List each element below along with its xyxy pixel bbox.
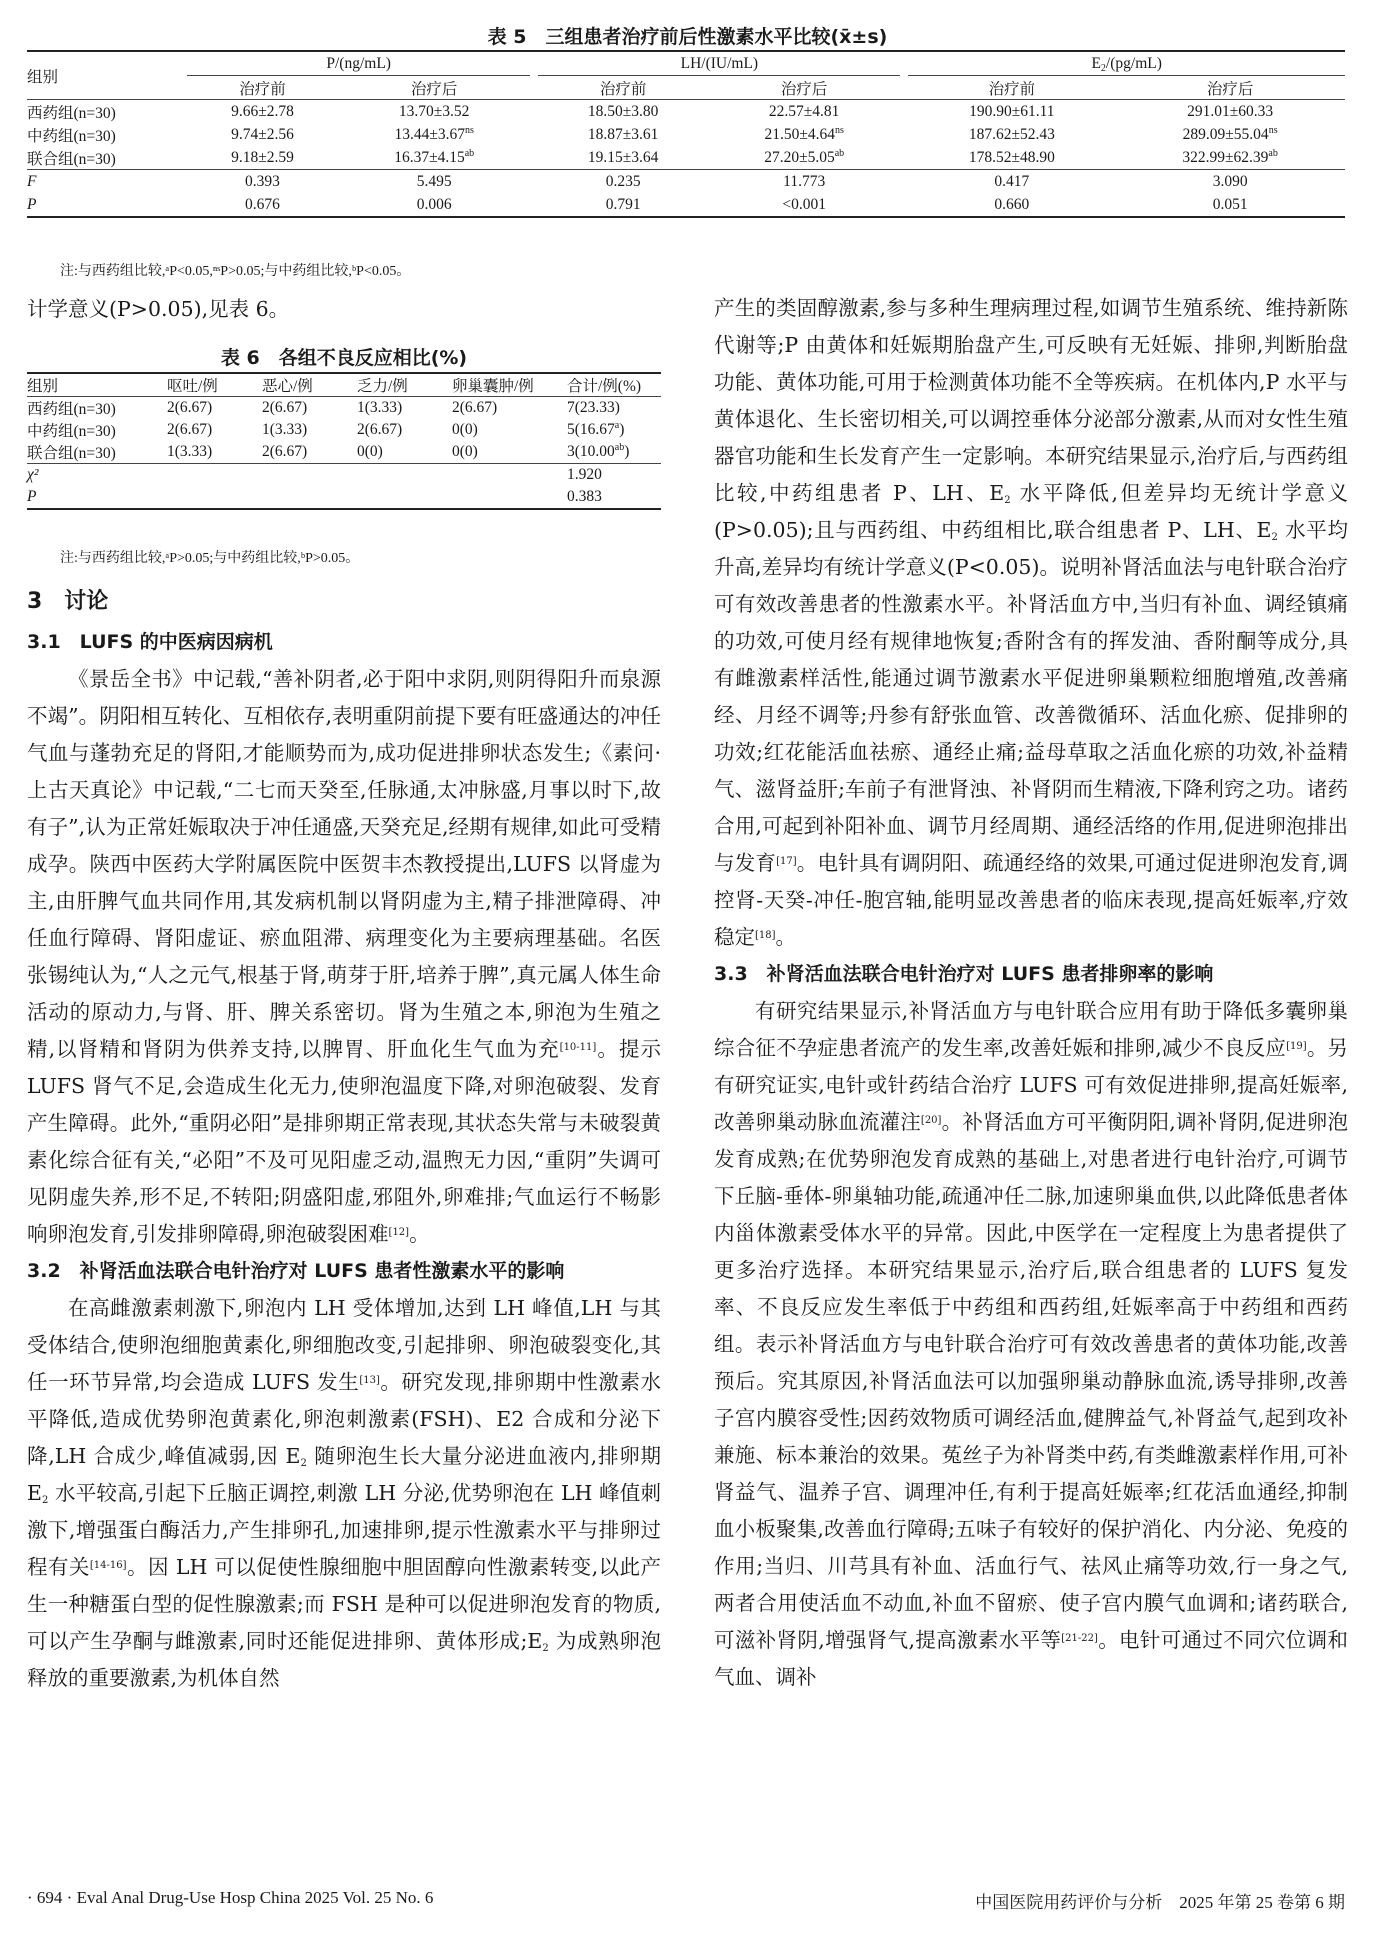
citation: [21-22] [1061, 1633, 1098, 1644]
stat-value: 0.235 [605, 172, 641, 190]
subheader: 治疗后 [1206, 80, 1254, 98]
stat-value: 0.791 [605, 195, 641, 213]
stat-value: 5.495 [416, 172, 452, 190]
table5-cell: 19.15±3.64 [587, 148, 659, 166]
section-3-1-paragraph: 《景岳全书》中记载,“善补阴者,必于阳中求阴,则阴得阳升而泉源不竭”。阴阳相互转化、互相依存,表明重阴前提下要有旺盛通达的冲任气血与蓬勃充足的肾阳,才能顺势而为,成功促进排卵状态发生;《素问·上古天真论》中记载,“二七而天癸至,任脉通,太冲脉盛,月事以时下,故有子”,认为正常妊娠取决于冲任通盛,天癸充足,经期有规律,如此可受精成孕。陕西中医药大学附属医院中医贺丰杰教授提出,LUFS 以肾虚为主,由肝脾气血共同作用,其发病机制以肾阴虚为主,精子排泄障碍、冲任血行障碍、肾阳虚证、瘀血阻滞、病理变化为主要病理基础。名医张锡纯认为,“人之元气,根基于肾,萌芽于肝,培养于脾”,真元属人体生命活动的原动力,与肾、肝、脾关系密切。肾为生殖之本,卵泡为生殖之精,以肾精和肾阴为供养支持,以脾胃、肝血化生气血为充[10-11]。提示 LUFS 肾气不足,会造成生化无力,使卵泡温度下降,对卵泡破裂、发育产生障碍。此外,“重阴必阳”是排卵期正常表现,其状态失常与未破裂黄素化综合征有关,“必阳”不及可见阳虚乏动,温煦无力因,“重阴”失调可见阴虚失养,形不足,不转阳;阴盛阳虚,邪阻外,卵难排;气血运行不畅影响卵泡发育,引发排卵障碍,卵泡破裂困难[12]。 [27, 667, 662, 1246]
table5-stat-row [27, 193, 1345, 217]
p-label: P [27, 488, 37, 505]
section-3-2-continued: 产生的类固醇激素,参与多种生理病理过程,如调节生殖系统、维持新陈代谢等;P 由黄体和妊娠期胎盘产生,可反映有无妊娠、排卵,判断胎盘功能、黄体功能,可用于检测黄体功能不全等疾病。在机体内,P 水平与黄体退化、生长密切相关,可以调控垂体分泌部分激素,从而对女性生殖器官功能和生长发育产生一定影响。本研究结果显示,治疗后,与西药组比较,中药组患者 P、LH、$E_2$ 水平降低,但差异均无统计学意义(P>0.05);且与西药组、中药组相比,联合组患者 P、LH、$E_2$ 水平均升高,差异均有统计学意义(P<0.05)。说明补肾活血法与电针联合治疗可有效改善患者的性激素水平。补肾活血方中,当归有补血、调经镇痛的功效,可使月经有规律地恢复;香附含有的挥发油、香附酮等成分,具有雌激素样活性,能通过调节激素水平促进卵巢颗粒细胞增殖,改善痛经、月经不调等;丹参有舒张血管、改善微循环、活血化瘀、促排卵的功效;红花能活血祛瘀、通经止痛;益母草取之活血化瘀的功效,补益精气、滋肾益肝;车前子有泄肾浊、补肾阴而生精液,下降利窍之功。诸药合用,可起到补阳补血、调节月经周期、通经活络的作用,促进卵泡排出与发育[17]。电针具有调阴阳、疏通经络的效果,可通过促进卵泡发育,调控肾-天癸-冲任-胞宫轴,能明显改善患者的临床表现,提高妊娠率,疗效稳定[18]。 [714, 296, 1349, 949]
citation: [13] [359, 1375, 380, 1386]
group-label: 联合组(n=30) [27, 150, 116, 168]
table5-cell: 9.74±2.56 [231, 125, 294, 143]
section-3-3-heading: 3.3 补肾活血法联合电针治疗对 LUFS 患者排卵率的影响 [714, 963, 1214, 985]
table6-row [27, 397, 661, 420]
right-column [714, 290, 1348, 1696]
table5 [27, 50, 1345, 218]
table6-header: 呕吐/例 [167, 378, 218, 395]
citation: [17] [776, 856, 797, 867]
chi2-value: 1.920 [567, 466, 602, 483]
table5-cell: 187.62±52.43 [968, 125, 1055, 143]
table6-title: 表 6 各组不良反应相比(%) [220, 347, 468, 369]
group-header: 组别 [27, 68, 59, 86]
citation: [20] [920, 1115, 942, 1126]
stat-value: 0.393 [245, 172, 280, 190]
table6-total: 3(10.00$^{ab}$) [567, 442, 630, 460]
section-3-2-paragraph: 在高雌激素刺激下,卵泡内 LH 受体增加,达到 LH 峰值,LH 与其受体结合,使卵泡细胞黄素化,卵细胞改变,引起排卵、卵泡破裂变化,其任一环节异常,均会造成 LUFS 发生[13]。研究发现,排卵期中性激素水平降低,造成优势卵泡黄素化,卵泡刺激素(FSH)、E2 合成和分泌下降,LH 合成少,峰值减弱,因 $E_2$ 随卵泡生长大量分泌进血液内,排卵期 $E_2$ 水平较高,引起下丘脑正调控,刺激 LH 分泌,优势卵泡在 LH 峰值刺激下,增强蛋白酶活力,产生排卵孔,加速排卵,提示性激素水平与排卵过程有关[14-16]。因 LH 可以促使性腺细胞中胆固醇向性激素转变,以此产生一种糖蛋白型的促性腺激素;而 FSH 是种可以促进卵泡发育的物质,可以产生孕酮与雌激素,同时还能促进排卵、黄体形成$;E_2$ 为成熟卵泡释放的重要激素,为机体自然 [27, 1296, 662, 1690]
table6-note: 注:与西药组比较,ᵃP>0.05;与中药组比较,ᵇP>0.05。 [60, 551, 360, 566]
subheader: 治疗后 [410, 80, 458, 98]
table5-row [27, 146, 1345, 170]
table5-cell: 9.66±2.78 [231, 102, 294, 120]
group-label: 西药组(n=30) [27, 104, 116, 122]
chi2-label: χ² [27, 466, 39, 483]
citation: [14-16] [89, 1560, 127, 1571]
measure-e2: $E_2/(pg/mL)$ [908, 51, 1345, 76]
table5-cell: $289.09\pm 55.04^{ns}$ [1182, 124, 1278, 143]
table6-header: 组别 [27, 378, 59, 395]
table5-cell: 16.37±4.15$^{ab}$ [394, 147, 475, 166]
table6-cell: 1(3.33) [167, 443, 213, 460]
table6-row [27, 419, 661, 441]
table6-chi2-row [27, 464, 661, 487]
lead-line: 计学意义(P>0.05),见表 6。 [27, 297, 290, 321]
table5-cell: $21.50\pm 4.64^{ns}$ [764, 124, 844, 143]
table5-title: 表 5 三组患者治疗前后性激素水平比较(x̄±s) [487, 26, 888, 48]
subheader: 治疗前 [239, 80, 286, 98]
table6-cell: 2(6.67) [452, 399, 498, 416]
footer-left: · 694 · Eval Anal Drug-Use Hosp China 2025 Vol. 25 No. 6 [27, 1888, 434, 1907]
table6-cell: 1(3.33) [357, 399, 403, 416]
table6-header: 恶心/例 [262, 378, 313, 395]
table6-cell: 1(3.33) [262, 421, 308, 438]
table5-cell: 18.87±3.61 [587, 125, 659, 143]
subheader: 治疗前 [599, 80, 647, 98]
table6-header: 卵巢囊肿/例 [452, 378, 534, 395]
table6-cell: 0(0) [452, 421, 478, 438]
p-value: 0.383 [567, 488, 602, 505]
table6-p-row [27, 486, 661, 509]
table6-header: 合计/例(%) [567, 378, 642, 395]
footer-right: 中国医院用药评价与分析 2025 年第 25 卷第 6 期 [975, 1893, 1345, 1912]
stat-value: 0.676 [245, 195, 280, 213]
table5-cell: 322.99±62.39$^{ab}$ [1182, 147, 1278, 166]
section-3-2-heading: 3.2 补肾活血法联合电针治疗对 LUFS 患者性激素水平的影响 [27, 1260, 565, 1282]
table5-cell: 190.90±61.11 [969, 102, 1055, 120]
table6-cell: 2(6.67) [357, 421, 403, 438]
stat-value: 0.051 [1212, 195, 1248, 213]
table6-cell: 0(0) [357, 443, 383, 460]
table6-total: 5(16.67$^a$) [567, 420, 625, 438]
section-3-1-heading: 3.1 LUFS 的中医病因病机 [27, 631, 273, 653]
citation: [18] [755, 930, 776, 941]
table5-cell: 291.01±60.33 [1187, 102, 1274, 120]
section-3-heading: 3 讨论 [27, 589, 109, 614]
table5-cell: 22.57±4.81 [768, 102, 840, 120]
table5-cell: 13.70±3.52 [398, 102, 470, 120]
table6-cell: 2(6.67) [262, 443, 308, 460]
subheader: 治疗后 [780, 80, 828, 98]
table6 [27, 372, 661, 510]
table5-stat-row [27, 170, 1345, 194]
stat-value: 0.660 [994, 195, 1030, 213]
table5-cell: 9.18±2.59 [231, 148, 294, 166]
group-label: 西药组(n=30) [27, 401, 116, 418]
group-label: 联合组(n=30) [27, 445, 116, 462]
stat-value: 11.773 [783, 172, 826, 190]
stat-value: 0.417 [994, 172, 1030, 190]
table6-total: 7(23.33) [567, 399, 620, 416]
table5-row [27, 123, 1345, 146]
stat-value: 0.006 [416, 195, 452, 213]
table6-row [27, 441, 661, 464]
citation: [10-11] [559, 1042, 597, 1053]
stat-label: P [27, 195, 37, 213]
table5-cell: 178.52±48.90 [968, 148, 1055, 166]
table5-row [27, 100, 1345, 124]
group-label: 中药组(n=30) [27, 127, 116, 145]
section-3-3-paragraph: 有研究结果显示,补肾活血方与电针联合应用有助于降低多囊卵巢综合征不孕症患者流产的发生率,改善妊娠和排卵,减少不良反应[19]。另有研究证实,电针或针药结合治疗 LUFS 可有效促进排卵,提高妊娠率,改善卵巢动脉血流灌注[20]。补肾活血方可平衡阴阳,调补肾阴,促进卵泡发育成熟;在优势卵泡发育成熟的基础上,对患者进行电针治疗,可调节下丘脑-垂体-卵巢轴功能,疏通冲任二脉,加速卵巢血供,以此降低患者体内甾体激素受体水平的异常。因此,中医学在一定程度上为患者提供了更多治疗选择。本研究结果显示,治疗后,联合组患者的 LUFS 复发率、不良反应发生率低于中药组和西药组,妊娠率高于中药组和西药组。表示补肾活血方与电针联合治疗可有效改善患者的黄体功能,改善预后。究其原因,补肾活血法可以加强卵巢动静脉血流,诱导排卵,改善子宫内膜容受性;因药效物质可调经活血,健脾益气,补肾益气,起到攻补兼施、标本兼治的效果。菟丝子为补肾类中药,有类雌激素样作用,可补肾益气、温养子宫、调理冲任,有利于提高妊娠率;红花活血通经,抑制血小板聚集,改善血行障碍;五味子有较好的保护消化、内分泌、免疫的作用;当归、川芎具有补血、活血行气、祛风止痛等功效,行一身之气,两者合用使活血不动血,补血不留瘀、使子宫内膜气血调和;诸药联合,可滋补肾阴,增强肾气,提高激素水平等[21-22]。电针可通过不同穴位调和气血、调补 [714, 999, 1349, 1689]
measure-lh: LH/(IU/mL) [538, 51, 900, 76]
citation: [12] [388, 1227, 410, 1238]
table6-cell: 0(0) [452, 443, 478, 460]
table5-cell: $13.44\pm 3.67^{ns}$ [394, 124, 474, 143]
table6-header: 乏力/例 [357, 378, 408, 395]
table5-cell: 27.20±5.05$^{ab}$ [764, 147, 845, 166]
table5-note: 注:与西药组比较,ᵃP<0.05,ⁿˢP>0.05;与中药组比较,ᵇP<0.05。 [60, 264, 411, 279]
table6-cell: 2(6.67) [167, 421, 213, 438]
table6-cell: 2(6.67) [167, 399, 213, 416]
table5-cell: 18.50±3.80 [587, 102, 659, 120]
subheader: 治疗前 [988, 80, 1036, 98]
table6-cell: 2(6.67) [262, 399, 308, 416]
stat-value: <0.001 [782, 195, 826, 213]
group-label: 中药组(n=30) [27, 423, 116, 440]
left-column [27, 580, 661, 1697]
stat-label: F [27, 172, 37, 190]
stat-value: 3.090 [1212, 172, 1248, 190]
citation: [19] [1286, 1041, 1307, 1052]
measure-p: P/(ng/mL) [187, 51, 530, 76]
